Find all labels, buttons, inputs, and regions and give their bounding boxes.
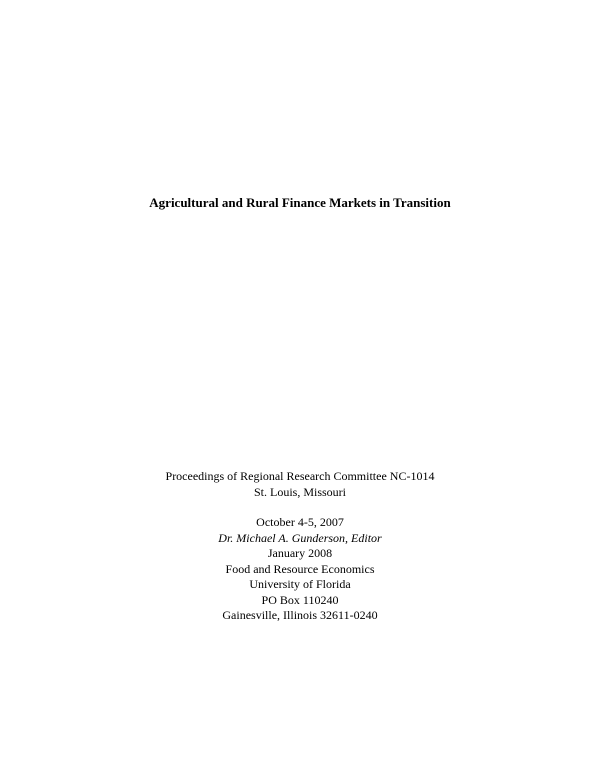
publication-date-line: January 2008 — [267, 546, 333, 560]
committee-line: Proceedings of Regional Research Committee NC-1014 — [165, 469, 435, 483]
department-line: Food and Resource Economics — [225, 561, 375, 576]
document-title: Agricultural and Rural Finance Markets in Transition — [149, 195, 451, 210]
editor-line: Dr. Michael A. Gunderson, Editor — [218, 530, 382, 545]
publication-details-block — [0, 515, 600, 624]
proceedings-block — [0, 469, 600, 500]
university-line: University of Florida — [249, 577, 351, 591]
location-line: St. Louis, Missouri — [253, 484, 346, 499]
po-box-line: PO Box 110240 — [261, 592, 339, 607]
dates-line: October 4-5, 2007 — [256, 515, 344, 529]
city-state-zip-line: Gainesville, Illinois 32611-0240 — [222, 608, 378, 622]
